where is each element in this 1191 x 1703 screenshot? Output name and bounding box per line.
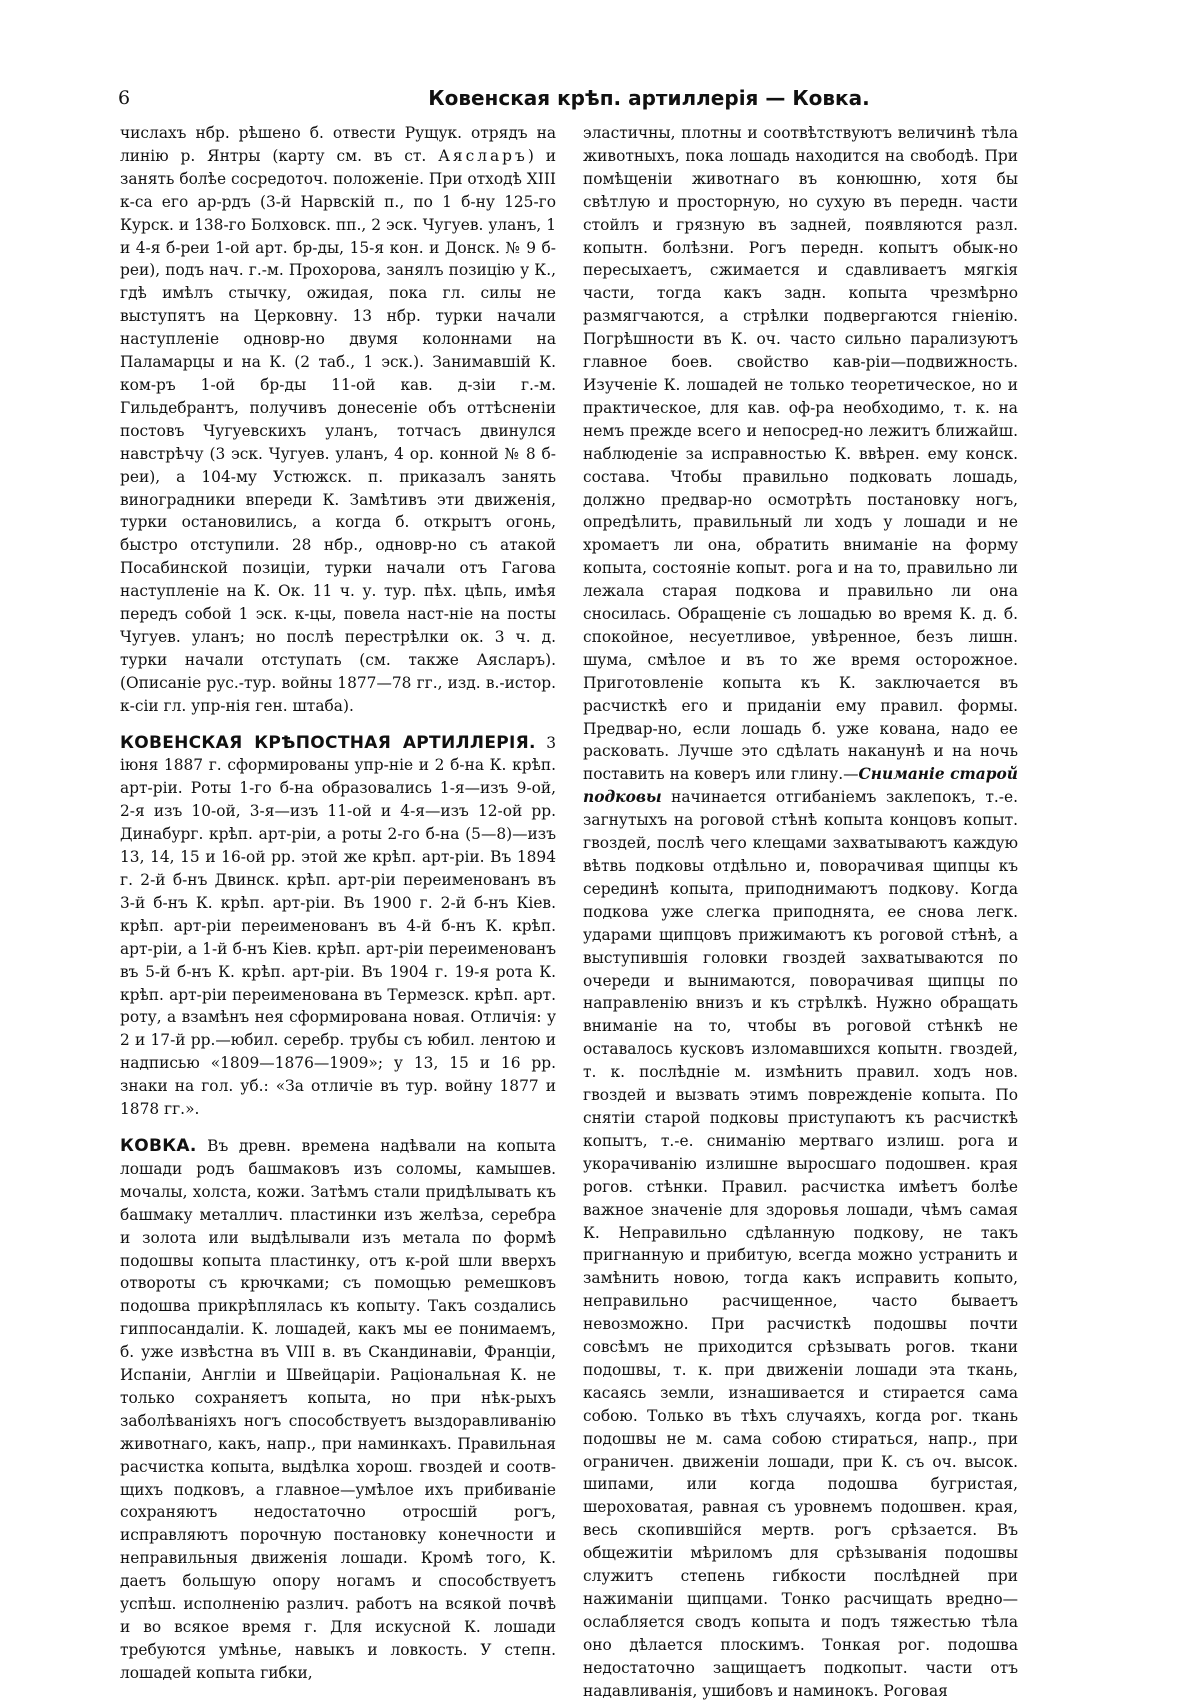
subheading-removing-old-shoe: Сниманіе старой подковы (583, 765, 1018, 807)
left-column (120, 122, 556, 1682)
entry-fortress-artillery: КОВЕНСКАЯ КРѢПОСТНАЯ АРТИЛЛЕРІЯ. 3 іюня 1887 г. сформированы упр-ніе и 2 б-на К. крѣп. арт-ріи. Роты 1-го б-на образовались 1-я—изъ 9-ой, 2-я изъ 10-ой, 3-я—изъ 11-ой и 4-я—изъ 12-ой рр. Динабург. крѣп. арт-ріи, а роты 2-го б-на (5—8)—изъ 13, 14, 15 и 16-ой рр. этой же крѣп. арт-ріи. Въ 1894 г. 2-й б-нъ Двинск. крѣп. арт-ріи переименованъ въ 3-й б-нъ К. крѣп. арт-ріи. Въ 1900 г. 2-й б-нъ Кіев. крѣп. арт-ріи переименованъ въ 4-й б-нъ К. крѣп. арт-ріи, а 1-й б-нъ Кіев. крѣп. арт-ріи переименованъ въ 5-й б-нъ К. крѣп. арт-ріи. Въ 1904 г. 19-я рота К. крѣп. арт-ріи переименована въ Термезск. крѣп. арт. роту, а взамѣнъ нея сформирована новая. Отличія: у 2 и 17-й рр.—юбил. серебр. трубы съ юбил. лентою и надписью «1809—1876—1909»; у 13, 15 и 16 рр. знаки на гол. уб.: «За отличіе въ тур. войну 1877 и 1878 гг.». (120, 732, 556, 1119)
paragraph-kovka-continued: эластичны, плотны и соотвѣтствуютъ величинѣ тѣла животныхъ, пока лошадь находится на свободѣ. При помѣщеніи животнаго въ конюшню, хотя бы свѣтлую и просторную, но сухую въ передн. части стойлъ и грязную въ задней, появляются разл. копытн. болѣзни. Рогъ передн. копытъ обык-но пересыхаетъ, сжимается и сдавливаетъ мягкія части, тогда какъ задн. копыта чрезмѣрно размягчаются, а стрѣлки подвергаются гніенію. Погрѣшности въ К. оч. часто сильно парализуютъ главное боев. свойство кав-ріи—подвижность. Изученіе К. лошадей не только теоретическое, но и практическое, для кав. оф-ра необходимо, т. к. на немъ прежде всего и непосред-но лежитъ ближайш. наблюденіе за исправностью К. ввѣрен. ему конск. состава. Чтобы правильно подковать лошадь, должно предвар-но осмотрѣть постановку ногъ, опредѣлить, правильный ли ходъ у лошади и не хромаетъ ли она, обратить вниманіе на форму копыта, состояніе копыт. рога и на то, правильно ли лежала старая подкова и правильно ли она сносилась. Обращеніе съ лошадью во время К. д. б. спокойное, несуетливое, увѣренное, безъ лишн. шума, смѣлое и въ то же время осторожное. Приготовленіе копыта къ К. заключается въ расчисткѣ его и приданіи ему правил. формы. Предвар-но, если лошадь б. уже кована, надо ее расковать. Лучше это сдѣлать наканунѣ и на ночь поставить на коверъ или глину.—Сниманіе старой подковы начинается отгибаніемъ заклепокъ, т.-е. загнутыхъ на роговой стѣнѣ копыта концовъ копыт. гвоздей, послѣ чего клещами захватываютъ каждую вѣтвь подковы отдѣльно и, поворачивая щипцы къ серединѣ копыта, приподнимаютъ подкову. Когда подкова уже слегка приподнята, ее снова легк. ударами щипцовъ прижимаютъ къ роговой стѣнѣ, а выступившія головки гвоздей захватываются по очереди и вынимаются, поворачивая щипцы по направленію внизъ и къ стрѣлкѣ. Нужно обращать вниманіе на то, чтобы въ роговой стѣнкѣ не оставалось кусковъ изломавшихся копытн. гвоздей, т. к. послѣдніе м. измѣнить правил. ходъ нов. гвоздей и вызвать этимъ поврежденіе копыта. По снятіи старой подковы приступаютъ къ расчисткѣ копытъ, т.-е. сниманію мертваго излиш. рога и укорачиванію излишне выросшаго подошвен. края рогов. стѣнки. Правил. расчистка имѣетъ болѣе важное значеніе для здоровья лошади, чѣмъ самая К. Неправильно сдѣланную подкову, не такъ пригнанную и прибитую, всегда можно устранить и замѣнить новою, тогда какъ исправить копыто, неправильно расчищенное, часто бываетъ невозможно. При расчисткѣ подошвы почти совсѣмъ не приходится срѣзывать рогов. ткани подошвы, т. к. при движеніи лошади эта ткань, касаясь земли, изнашивается и стирается сама собою. Только въ тѣхъ случаяхъ, когда рог. ткань подошвы не м. сама собою стираться, напр., при ограничен. движеніи лошади, при К. съ оч. высок. шипами, или когда подошва бугристая, шероховатая, равная съ уровнемъ подошвен. края, весь скопившійся мертв. рогъ срѣзается. Въ общежитіи мѣриломъ для срѣзыванія подошвы служитъ степень гибкости послѣдней при нажиманіи щипцами. Тонко расчищать вредно—ослабляется сводъ копыта и подъ тяжестью тѣла оно дѣлается плоскимъ. Тонкая рог. подошва недостаточно защищаетъ подкопыт. части отъ надавливанія, ушибовъ и наминокъ. Роговая (583, 124, 1018, 1700)
entry-headword: КОВЕНСКАЯ КРѢПОСТНАЯ АРТИЛЛЕРІЯ. (120, 732, 536, 753)
page-number: 6 (118, 87, 131, 109)
entry-headword: КОВКА. (120, 1135, 197, 1156)
page-header (118, 84, 1040, 116)
entry-kovka: КОВКА. Въ древн. времена надѣвали на копыта лошади родъ башмаковъ изъ соломы, камышев. мочалы, холста, кожи. Затѣмъ стали придѣлывать къ башмаку металлич. пластинки изъ желѣза, серебра и золота или выдѣлывали изъ метала по формѣ подошвы копыта пластинку, отъ к-рой шли вверхъ отвороты съ крючками; съ помощью ремешковъ подошва прикрѣплялась къ копыту. Такъ создались гиппосандаліи. К. лошадей, какъ мы ее понимаемъ, б. уже извѣстна въ VIII в. въ Скандинавіи, Франціи, Испаніи, Англіи и Швейцаріи. Раціональная К. не только сохраняетъ копыта, но при нѣк-рыхъ заболѣваніяхъ ногъ способствуетъ выздоравливанію животнаго, какъ, напр., при наминкахъ. Правильная расчистка копыта, выдѣлка хорош. гвоздей и соотв-щихъ подковъ, а главное—умѣлое ихъ прибиваніе сохраняютъ недостаточно отросшій рогъ, исправляютъ порочную постановку конечности и неправильныя движенія лошади. Кромѣ того, К. даетъ большую опору ногамъ и способствуетъ успѣш. исполненію различ. работъ на всякой почвѣ и во всякое время г. Для искусной К. лошади требуются умѣнье, навыкъ и ловкость. У степн. лошадей копыта гибки, (120, 1135, 556, 1682)
paragraph-ruschuk-detachment: числахъ нбр. рѣшено б. отвести Рущук. отрядъ на линію р. Янтры (карту см. въ ст. Аясларъ) и занять болѣе сосредоточ. положеніе. При отходѣ XIII к-са его ар-рдъ (3-й Нарвскій п., по 1 б-ну 125-го Курск. и 138-го Болховск. пп., 2 эск. Чугуев. уланъ, 1 и 4-я б-реи 1-ой арт. бр-ды, 15-я кон. и Донск. № 9 б-реи), подъ нач. г.-м. Прохорова, занялъ позицію у К., гдѣ имѣлъ стычку, ожидая, пока гл. силы не выступятъ на Церковну. 13 нбр. турки начали наступленіе одновр-но двумя колоннами на Паламарцы и на К. (2 таб., 1 эск.). Занимавшій К. ком-ръ 1-ой бр-ды 11-ой кав. д-зіи г.-м. Гильдебрантъ, получивъ донесеніе объ оттѣсненіи постовъ Чугуевскихъ уланъ, тотчасъ двинулся навстрѣчу (3 эск. Чугуев. уланъ, 4 ор. конной № 8 б-реи), а 104-му Устюжск. п. приказалъ занять виноградники впереди К. Замѣтивъ эти движенія, турки остановились, а когда б. открытъ огонь, быстро отступили. 28 нбр., одновр-но съ атакой Посабинской позиціи, турки начали отъ Гагова наступленіе на К. Ок. 11 ч. у. тур. пѣх. цѣпь, имѣя передъ собой 1 эск. к-цы, повела наст-ніе на посты Чугуев. уланъ; но послѣ перестрѣлки ок. 3 ч. д. турки начали отступать (см. также Аясларъ). (Описаніе рус.-тур. войны 1877—78 гг., изд. в.-истор. к-сіи гл. упр-нія ген. штаба). (120, 124, 556, 715)
right-column (583, 122, 1018, 1700)
running-title: Ковенская крѣп. артиллерія — Ковка. (428, 86, 870, 110)
cross-reference-link: Аясларъ (438, 146, 528, 165)
